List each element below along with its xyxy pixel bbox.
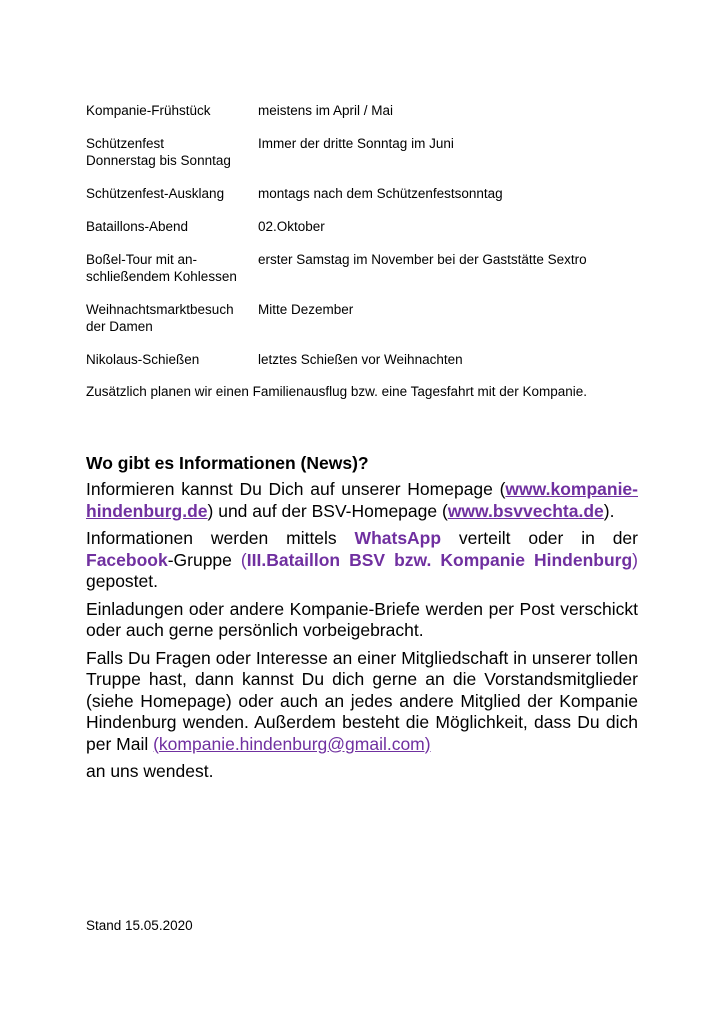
group-paren-close: ) (632, 549, 638, 570)
event-name: Bataillons-Abend (86, 219, 189, 234)
homepage-text: ) und auf der BSV-Homepage ( (207, 500, 448, 521)
homepage-paragraph (86, 479, 638, 522)
contact-text: Falls Du Fragen oder Interesse an einer Mitgliedschaft in unserer tollen Truppe hast, dann kannst Du dich gerne an die Vorstandsmitglieder (siehe Homepage) oder auch an jedes andere Mitglied der Kompanie Hindenburg wenden. Außerdem besteht die Möglichkeit, dass Du dich per Mail (86, 647, 638, 754)
group-paren-open: ( (240, 549, 247, 570)
event-row (86, 185, 638, 202)
event-row (86, 102, 638, 119)
event-row (86, 218, 638, 235)
social-text: gepostet. (86, 571, 158, 591)
event-name: Boßel-Tour mit an- schließendem Kohlessen (86, 252, 237, 284)
event-name: Nikolaus-Schießen (86, 352, 200, 367)
event-row (86, 301, 638, 335)
kompanie-homepage-link[interactable]: www.kompanie-hindenburg.de (86, 479, 638, 521)
invitations-paragraph: Einladungen oder andere Kompanie-Briefe werden per Post verschickt oder auch gerne persönlich vorbeigebracht. (86, 598, 638, 640)
stand-date: Stand 15.05.2020 (86, 918, 193, 933)
event-row (86, 351, 638, 368)
bsv-homepage-link[interactable]: www.bsvvechta.de (447, 500, 604, 521)
event-date: meistens im April / Mai (258, 103, 394, 118)
contact-paragraph (86, 648, 638, 756)
social-text: Informationen werden mittels (86, 528, 355, 548)
event-name: Schützenfest Donnerstag bis Sonntag (86, 136, 231, 168)
facebook-label: Facebook (86, 549, 168, 570)
social-text: -Gruppe (167, 549, 241, 570)
events-schedule (86, 102, 638, 368)
event-row (86, 251, 638, 285)
homepage-text: ). (603, 500, 615, 521)
info-heading: Wo gibt es Informationen (News)? (86, 453, 369, 473)
homepage-text: Informieren kannst Du Dich auf unserer Homepage ( (86, 479, 506, 499)
event-date: erster Samstag im November bei der Gaststätte Sextro (258, 252, 587, 267)
whatsapp-label: WhatsApp (354, 528, 442, 548)
document-page (86, 102, 638, 783)
event-name: Schützenfest-Ausklang (86, 186, 225, 201)
extra-note: Zusätzlich planen wir einen Familienausflug bzw. eine Tagesfahrt mit der Kompanie. (86, 384, 588, 399)
event-date: 02.Oktober (258, 219, 325, 234)
event-date: Immer der dritte Sonntag im Juni (258, 136, 454, 151)
facebook-group-name: III.Bataillon BSV bzw. Kompanie Hindenburg (246, 549, 633, 570)
event-name: Weihnachtsmarktbesuch der Damen (86, 302, 234, 334)
event-date: montags nach dem Schützenfestsonntag (258, 186, 503, 201)
event-row (86, 135, 638, 169)
event-date: Mitte Dezember (258, 302, 354, 317)
social-media-paragraph (86, 528, 638, 593)
social-text: verteilt oder in der (441, 528, 638, 548)
closing-text: an uns wendest. (86, 761, 214, 781)
email-link[interactable]: (kompanie.hindenburg@gmail.com) (153, 733, 431, 754)
event-date: letztes Schießen vor Weihnachten (258, 352, 463, 367)
event-name: Kompanie-Frühstück (86, 103, 211, 118)
